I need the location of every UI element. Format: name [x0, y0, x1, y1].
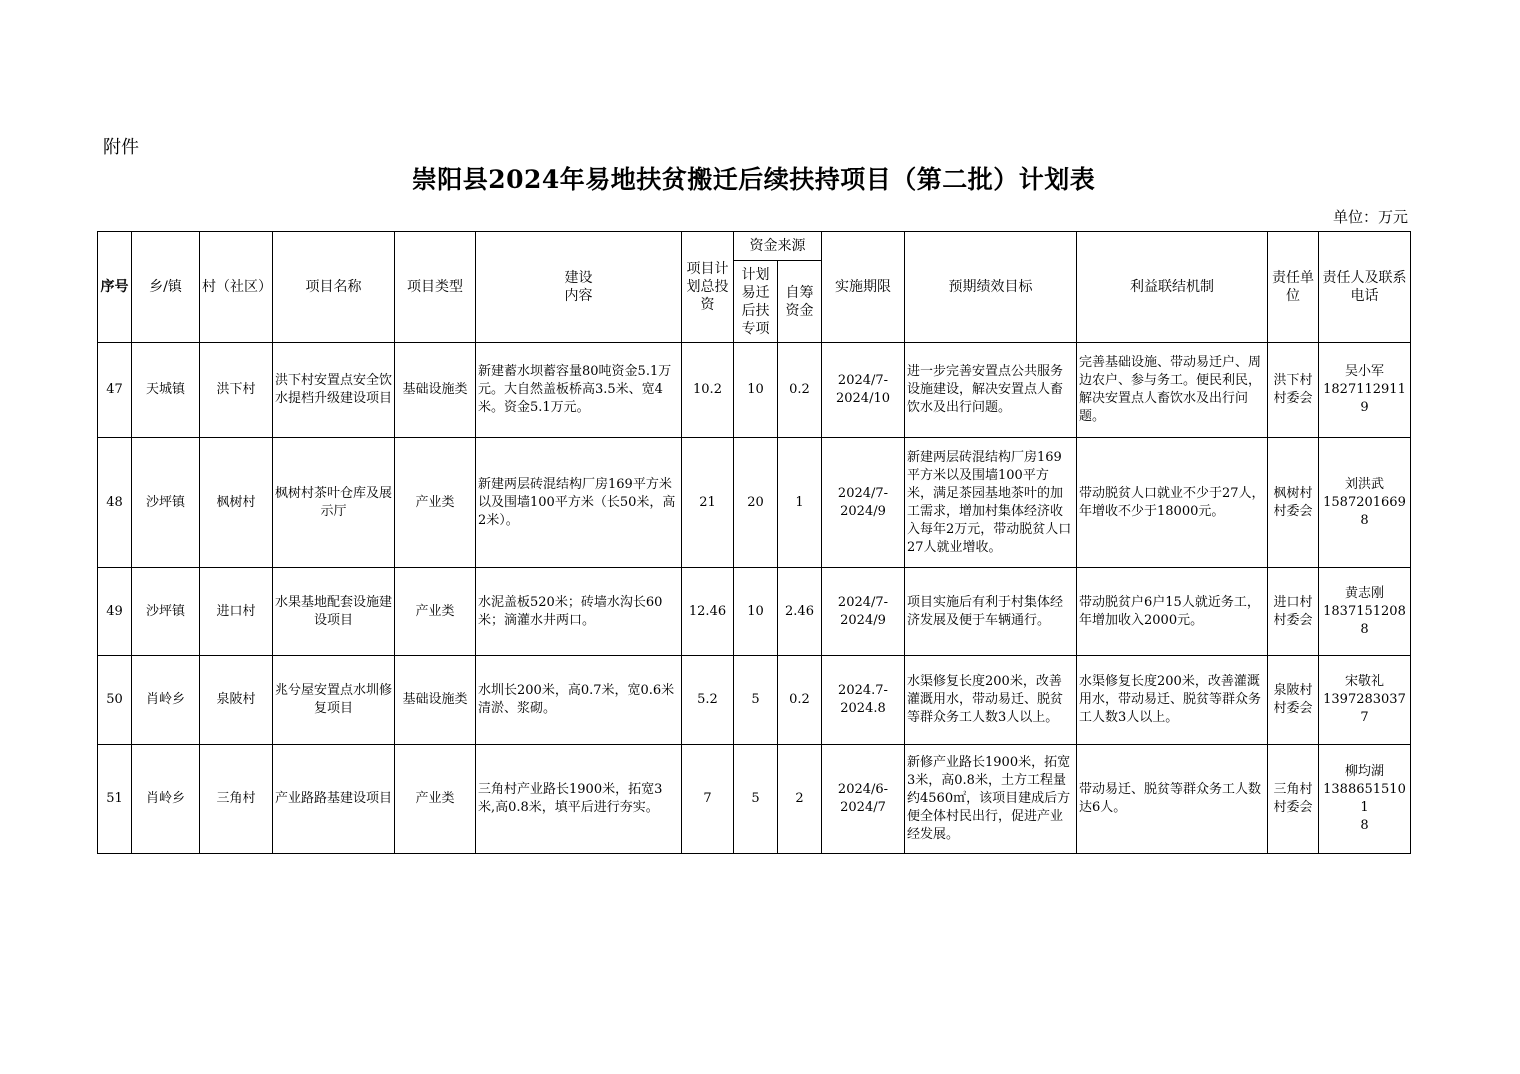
cell-town: 肖岭乡	[132, 656, 200, 745]
cell-self-fund: 0.2	[778, 656, 822, 745]
cell-town: 沙坪镇	[132, 438, 200, 568]
cell-contact: 宋敬礼 13972830377	[1319, 656, 1411, 745]
cell-period: 2024/7- 2024/9	[822, 438, 905, 568]
cell-period: 2024/7- 2024/10	[822, 343, 905, 438]
cell-relocation-fund: 20	[734, 438, 778, 568]
cell-period: 2024.7- 2024.8	[822, 656, 905, 745]
cell-relocation-fund: 5	[734, 745, 778, 854]
cell-project-type: 产业类	[395, 568, 476, 656]
cell-content: 水泥盖板520米；砖墙水沟长60米；滴灌水井两口。	[476, 568, 682, 656]
cell-total: 12.46	[682, 568, 734, 656]
header-project-name: 项目名称	[273, 232, 395, 343]
cell-mechanism: 完善基础设施、带动易迁户、周边农户、参与务工。便民利民，解决安置点人畜饮水及出行问题。	[1077, 343, 1268, 438]
cell-unit: 进口村村委会	[1268, 568, 1319, 656]
header-row-1	[98, 232, 1411, 261]
cell-contact: 黄志刚 18371512088	[1319, 568, 1411, 656]
header-period: 实施期限	[822, 232, 905, 343]
cell-total: 5.2	[682, 656, 734, 745]
cell-village: 进口村	[200, 568, 273, 656]
cell-seq: 48	[98, 438, 132, 568]
cell-unit: 三角村村委会	[1268, 745, 1319, 854]
header-seq: 序号	[98, 232, 132, 343]
cell-project-name: 枫树村茶叶仓库及展示厅	[273, 438, 395, 568]
header-unit: 责任单位	[1268, 232, 1319, 343]
cell-total: 10.2	[682, 343, 734, 438]
page-title: 崇阳县2024年易地扶贫搬迁后续扶持项目（第二批）计划表	[411, 165, 1096, 194]
cell-village: 泉陂村	[200, 656, 273, 745]
cell-unit: 泉陂村村委会	[1268, 656, 1319, 745]
cell-town: 肖岭乡	[132, 745, 200, 854]
cell-seq: 47	[98, 343, 132, 438]
cell-project-type: 产业类	[395, 438, 476, 568]
table-row	[98, 568, 1411, 656]
cell-self-fund: 2	[778, 745, 822, 854]
cell-village: 洪下村	[200, 343, 273, 438]
cell-seq: 50	[98, 656, 132, 745]
cell-contact: 刘洪武 15872016698	[1319, 438, 1411, 568]
cell-village: 枫树村	[200, 438, 273, 568]
cell-contact: 柳均湖 13886515101 8	[1319, 745, 1411, 854]
cell-seq: 51	[98, 745, 132, 854]
cell-relocation-fund: 10	[734, 568, 778, 656]
header-village: 村（社区）	[200, 232, 273, 343]
cell-relocation-fund: 10	[734, 343, 778, 438]
cell-period: 2024/7- 2024/9	[822, 568, 905, 656]
cell-project-type: 基础设施类	[395, 343, 476, 438]
header-mechanism: 利益联结机制	[1077, 232, 1268, 343]
cell-village: 三角村	[200, 745, 273, 854]
cell-project-name: 兆兮屋安置点水圳修复项目	[273, 656, 395, 745]
cell-relocation-fund: 5	[734, 656, 778, 745]
header-content: 建设 内容	[476, 232, 682, 343]
cell-content: 三角村产业路长1900米，拓宽3米,高0.8米，填平后进行夯实。	[476, 745, 682, 854]
cell-total: 7	[682, 745, 734, 854]
cell-content: 水圳长200米，高0.7米，宽0.6米清淤、浆砌。	[476, 656, 682, 745]
cell-goal: 新修产业路长1900米，拓宽3米，高0.8米，土方工程量约4560㎡，该项目建成后方便全体村民出行，促进产业经发展。	[905, 745, 1077, 854]
table-row	[98, 438, 1411, 568]
cell-total: 21	[682, 438, 734, 568]
cell-mechanism: 水渠修复长度200米，改善灌溉用水，带动易迁、脱贫等群众务工人数3人以上。	[1077, 656, 1268, 745]
header-contact: 责任人及联系电话	[1319, 232, 1411, 343]
cell-town: 沙坪镇	[132, 568, 200, 656]
cell-goal: 项目实施后有利于村集体经济发展及便于车辆通行。	[905, 568, 1077, 656]
cell-unit: 枫树村村委会	[1268, 438, 1319, 568]
table-row	[98, 656, 1411, 745]
unit-label: 单位：万元	[1332, 208, 1408, 226]
cell-mechanism: 带动脱贫人口就业不少于27人，年增收不少于18000元。	[1077, 438, 1268, 568]
cell-content: 新建蓄水坝蓄容量80吨资金5.1万元。大自然盖板桥高3.5米、宽4米。资金5.1万元。	[476, 343, 682, 438]
cell-project-name: 洪下村安置点安全饮水提档升级建设项目	[273, 343, 395, 438]
cell-town: 天城镇	[132, 343, 200, 438]
header-town: 乡/镇	[132, 232, 200, 343]
project-plan-table	[97, 231, 1411, 854]
cell-project-type: 产业类	[395, 745, 476, 854]
cell-self-fund: 2.46	[778, 568, 822, 656]
cell-project-name: 产业路路基建设项目	[273, 745, 395, 854]
cell-self-fund: 1	[778, 438, 822, 568]
header-goal: 预期绩效目标	[905, 232, 1077, 343]
header-relocation-fund: 计划易迁后扶专项	[734, 261, 778, 343]
table-row	[98, 343, 1411, 438]
cell-self-fund: 0.2	[778, 343, 822, 438]
cell-mechanism: 带动易迁、脱贫等群众务工人数达6人。	[1077, 745, 1268, 854]
header-self-fund: 自筹资金	[778, 261, 822, 343]
cell-project-type: 基础设施类	[395, 656, 476, 745]
header-funding-source: 资金来源	[734, 232, 822, 261]
cell-period: 2024/6- 2024/7	[822, 745, 905, 854]
cell-project-name: 水果基地配套设施建设项目	[273, 568, 395, 656]
header-project-type: 项目类型	[395, 232, 476, 343]
cell-goal: 进一步完善安置点公共服务设施建设，解决安置点人畜饮水及出行问题。	[905, 343, 1077, 438]
header-total: 项目计划总投资	[682, 232, 734, 343]
attachment-label: 附件	[103, 137, 139, 158]
cell-goal: 新建两层砖混结构厂房169平方米以及围墙100平方米，满足茶园基地茶叶的加工需求，增加村集体经济收入每年2万元，带动脱贫人口27人就业增收。	[905, 438, 1077, 568]
cell-goal: 水渠修复长度200米，改善灌溉用水，带动易迁、脱贫等群众务工人数3人以上。	[905, 656, 1077, 745]
cell-seq: 49	[98, 568, 132, 656]
cell-unit: 洪下村村委会	[1268, 343, 1319, 438]
cell-content: 新建两层砖混结构厂房169平方米以及围墙100平方米（长50米，高2米）。	[476, 438, 682, 568]
cell-contact: 吴小军 18271129119	[1319, 343, 1411, 438]
cell-mechanism: 带动脱贫户6户15人就近务工，年增加收入2000元。	[1077, 568, 1268, 656]
table-row	[98, 745, 1411, 854]
